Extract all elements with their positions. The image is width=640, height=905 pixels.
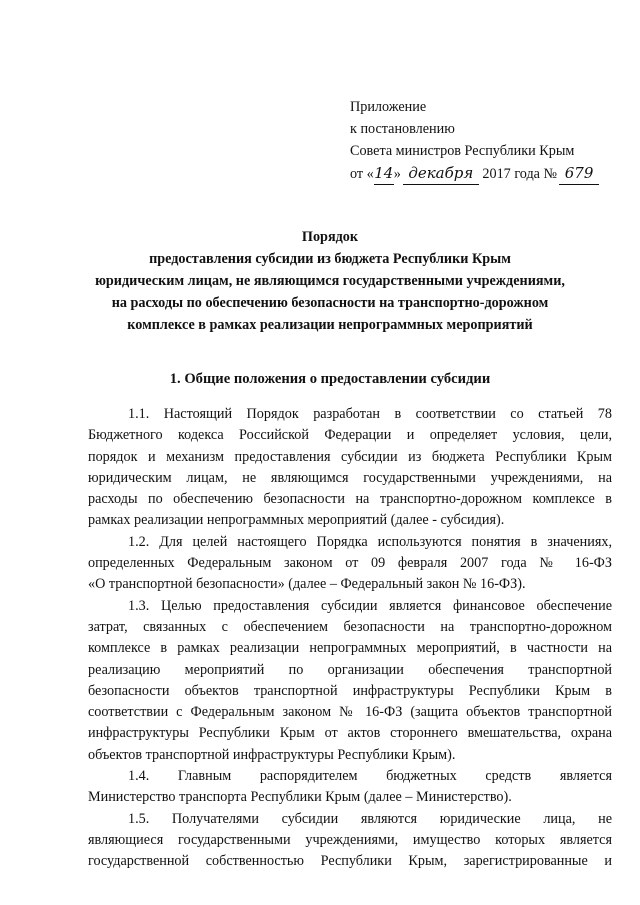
title-line-1: Порядок — [301, 229, 359, 245]
paragraph-line: соответствии с Федеральным законом № 16-ФЗ (защита объектов транспортной — [88, 704, 612, 721]
resolution-number-handwritten: 679 — [559, 162, 599, 185]
document-title — [60, 226, 600, 336]
paragraph-1-4 — [88, 766, 612, 809]
paragraph-line: реализацию мероприятий по организации обеспечения транспортной — [88, 661, 612, 678]
paragraph-line: Бюджетного кодекса Российской Федерации и определяет условия, цели, — [88, 427, 612, 444]
date-year: 2017 года — [482, 166, 540, 182]
paragraph-line: комплексе в рамках реализации непрограммных мероприятий, в частности на — [88, 640, 612, 657]
paragraph-line: 1.4. Главным распорядителем бюджетных средств является — [128, 768, 612, 785]
date-month-handwritten: декабря — [403, 162, 479, 185]
appendix-label: Приложение — [350, 99, 427, 115]
paragraph-line: 1.3. Целью предоставления субсидии является финансовое обеспечение — [128, 597, 612, 614]
date-quote: » — [393, 166, 401, 182]
paragraph-line: определенных Федеральным законом от 09 февраля 2007 года № 16-ФЗ — [88, 555, 612, 572]
paragraph-line: 1.2. Для целей настоящего Порядка используются понятия в значениях, — [128, 533, 612, 550]
paragraph-line: государственной собственностью Республики Крым, зарегистрированные и — [88, 853, 612, 870]
paragraph-line: объектов транспортной инфраструктуры Республики Крым). — [88, 746, 456, 763]
appendix-block — [350, 96, 599, 185]
title-line-3: юридическим лицам, не являющимся государственными учреждениями, — [95, 273, 565, 289]
paragraph-line: безопасности объектов транспортной инфраструктуры Республики Крым в — [88, 682, 612, 699]
paragraph-line: являющиеся государственными учреждениями, имущество которых является — [88, 831, 612, 848]
document-body — [88, 404, 612, 873]
number-label: № — [543, 166, 558, 182]
title-line-5: комплексе в рамках реализации непрограммных мероприятий — [127, 317, 533, 333]
paragraph-line: инфраструктуры Республики Крым от актов стороннего вмешательства, охрана — [88, 725, 612, 742]
paragraph-line: рамках реализации непрограммных мероприятий (далее - субсидия). — [88, 512, 505, 529]
appendix-resolution-label: к постановлению — [350, 121, 455, 137]
paragraph-line: юридическим лицам, не являющимся государственными учреждениями, на — [88, 469, 612, 486]
paragraph-line: 1.1. Настоящий Порядок разработан в соответствии со статьей 78 — [128, 406, 612, 422]
paragraph-1-1 — [88, 404, 612, 532]
paragraph-line: Министерство транспорта Республики Крым (далее – Министерство). — [88, 789, 512, 806]
paragraph-line: расходы по обеспечению безопасности на транспортно-дорожном комплексе в — [88, 491, 612, 508]
paragraph-line: затрат, связанных с обеспечением безопасности на транспортно-дорожном — [88, 618, 612, 635]
paragraph-line: порядок и механизм предоставления субсидии из бюджета Республики Крым — [88, 448, 612, 465]
paragraph-line: «О транспортной безопасности» (далее – Федеральный закон № 16-ФЗ). — [88, 576, 526, 593]
title-line-2: предоставления субсидии из бюджета Республики Крым — [149, 251, 511, 267]
section-heading: 1. Общие положения о предоставлении субсидии — [169, 371, 491, 387]
date-prefix: от « — [350, 166, 374, 182]
appendix-date-line — [350, 162, 599, 185]
paragraph-line: 1.5. Получателями субсидии являются юридические лица, не — [128, 810, 612, 827]
paragraph-1-3 — [88, 596, 612, 766]
paragraph-1-5 — [88, 809, 612, 873]
title-line-4: на расходы по обеспечению безопасности на транспортно-дорожном — [111, 295, 549, 311]
appendix-council-label: Совета министров Республики Крым — [350, 143, 575, 159]
paragraph-1-2 — [88, 532, 612, 596]
date-day-handwritten: 14 — [374, 162, 394, 185]
